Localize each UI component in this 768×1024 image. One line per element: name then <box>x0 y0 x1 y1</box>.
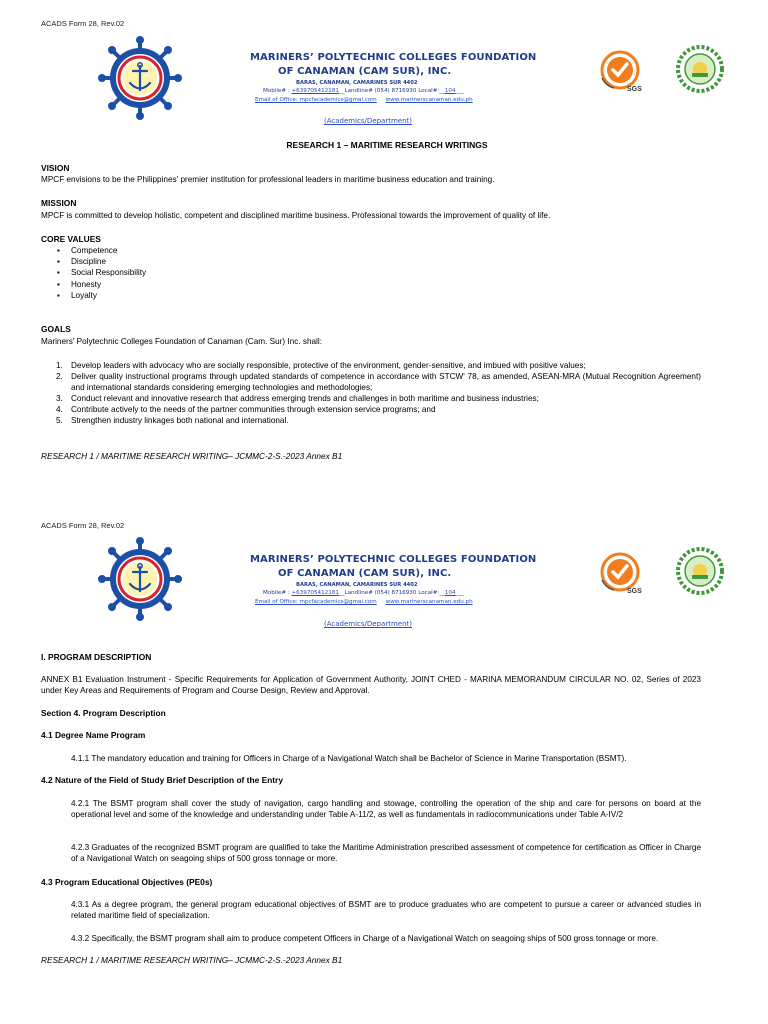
page-footer: RESEARCH 1 / MARITIME RESEARCH WRITING– JCMMC-2-S.-2023 Annex B1 <box>41 955 343 965</box>
contact-web: Email of Office: mpcfacademics@gmai.com www.marinerscanaman.edu.ph <box>255 97 473 103</box>
goals-heading: GOALS <box>41 324 71 334</box>
email-link[interactable]: mpcfacademics@gmai.com <box>299 599 377 605</box>
sgs-certification-icon <box>596 552 646 598</box>
org-name-line-1: MARINERS’ POLYTECHNIC COLLEGES FOUNDATION <box>250 52 537 63</box>
heading-4-3: 4.3 Program Educational Objectives (PE0s) <box>41 877 213 887</box>
contact-web: Email of Office: mpcfacademics@gmai.com www.marinerscanaman.edu.ph <box>255 599 473 605</box>
list-item: ▪ Honesty <box>71 279 146 290</box>
core-values-heading: CORE VALUES <box>41 234 101 244</box>
ship-wheel-logo-icon <box>98 537 182 621</box>
list-item: 2. Deliver quality instructional programs through updated standards of competence in accordance with STCW' 78, as amended, ASEAN-MRA (Mutual Recognition Agreement) and international standards considering emerging technologies and methodologies; <box>56 372 701 392</box>
page-title: RESEARCH 1 – MARITIME RESEARCH WRITINGS <box>286 140 488 150</box>
mobile-link[interactable]: +639705412181 <box>291 590 339 596</box>
form-number: ACADS Form 28, Rev.02 <box>41 521 125 530</box>
department-label: (Academics/Department) <box>324 620 412 628</box>
org-name-line-1: MARINERS’ POLYTECHNIC COLLEGES FOUNDATION <box>250 554 537 565</box>
heading-4-2: 4.2 Nature of the Field of Study Brief Description of the Entry <box>41 775 283 785</box>
list-item: ▪ Discipline <box>71 256 146 267</box>
org-address: BARAS, CANAMAN, CAMARINES SUR 4402 <box>296 582 418 588</box>
heading-4-1: 4.1 Degree Name Program <box>41 730 146 740</box>
list-item: 3. Conduct relevant and innovative research that address emerging trends and challenges in both maritime and business industries; <box>56 394 539 403</box>
contact-phones: Mobile# : +639705412181__Landline# (054) 8716930 Local#:__104___ <box>263 88 464 94</box>
goals-list <box>41 360 701 426</box>
vision-heading: VISION <box>41 163 70 173</box>
mobile-link[interactable]: +639705412181 <box>291 88 339 94</box>
org-name-line-2: OF CANAMAN (CAM SUR), INC. <box>278 66 452 77</box>
green-seal-icon <box>676 45 724 93</box>
page-footer: RESEARCH 1 / MARITIME RESEARCH WRITING– JCMMC-2-S.-2023 Annex B1 <box>41 451 343 461</box>
department-label: (Academics/Department) <box>324 117 412 125</box>
section-4-heading: Section 4. Program Description <box>41 708 166 718</box>
sgs-certification-icon <box>596 50 646 96</box>
list-item: ▪ Competence <box>71 245 146 256</box>
list-item: 1. Develop leaders with advocacy who are socially responsible, protective of the environment, gender-sensitive, and imbued with positive values; <box>56 361 586 370</box>
green-seal-icon <box>676 547 724 595</box>
sgs-label: SGS <box>627 86 642 93</box>
website-link[interactable]: www.marinerscanaman.edu.ph <box>385 599 473 605</box>
sgs-label: SGS <box>627 588 642 595</box>
goals-intro: Mariners' Polytechnic Colleges Foundation of Canaman (Cam. Sur) Inc. shall: <box>41 337 322 346</box>
org-name-line-2: OF CANAMAN (CAM SUR), INC. <box>278 568 452 579</box>
mission-heading: MISSION <box>41 198 77 208</box>
contact-phones: Mobile# : +639705412181__Landline# (054) 8716930 Local#:__104___ <box>263 590 464 596</box>
paragraph-4-3-1: 4.3.1 As a degree program, the general program educational objectives of BSMT are to produce graduates who are competent to pursue a career or advanced studies in related maritime field of specialization. <box>71 900 701 920</box>
paragraph-4-2-3: 4.2.3 Graduates of the recognized BSMT program are qualified to take the Maritime Administration prescribed assessment of competence for certification as Officer in Charge of a Navigational Watch on seagoing ships of 500 gross tonnage or more. <box>71 843 701 863</box>
org-address: BARAS, CANAMAN, CAMARINES SUR 4402 <box>296 80 418 86</box>
vision-text: MPCF envisions to be the Philippines' premier institution for professional leaders in maritime business education and training. <box>41 175 495 184</box>
paragraph-4-2-1: 4.2.1 The BSMT program shall cover the study of navigation, cargo handling and stowage, controlling the operation of the ship and care for persons on board at the operational level and some of the knowledge and understanding under Table A-11/2, as well as fundamentals in radiocommunications under Table A-IV/2 <box>71 799 701 819</box>
list-item: ▪ Social Responsibility <box>71 267 146 278</box>
website-link[interactable]: www.marinerscanaman.edu.ph <box>385 97 473 103</box>
mission-text: MPCF is committed to develop holistic, competent and disciplined maritime business. Professional towards the improvement of quality of life. <box>41 211 551 220</box>
paragraph-4-1-1: 4.1.1 The mandatory education and training for Officers in Charge of a Navigational Watch shall be Bachelor of Science in Marine Transportation (BSMT). <box>71 754 627 763</box>
list-item: 5. Strengthen industry linkages both national and international. <box>56 416 289 425</box>
core-values-list <box>41 245 146 301</box>
list-item: ▪ Loyalty <box>71 290 146 301</box>
form-number: ACADS Form 28, Rev.02 <box>41 19 125 28</box>
paragraph-4-3-2: 4.3.2 Specifically, the BSMT program shall aim to produce competent Officers in Charge of a Navigational Watch on seagoing ships of 500 gross tonnage or more. <box>71 934 659 943</box>
section-heading: I. PROGRAM DESCRIPTION <box>41 652 152 662</box>
annex-text: ANNEX B1 Evaluation Instrument - Specific Requirements for Application of Government Authority, JOINT CHED - MARINA MEMORANDUM CIRCULAR NO. 02, Series of 2023 under Key Areas and Requirements of Program and Course Design, Review and Approval. <box>41 675 701 695</box>
list-item: 4. Contribute actively to the needs of the partner communities through extension service programs; and <box>56 405 436 414</box>
email-link[interactable]: mpcfacademics@gmai.com <box>299 97 377 103</box>
ship-wheel-logo-icon <box>98 36 182 120</box>
